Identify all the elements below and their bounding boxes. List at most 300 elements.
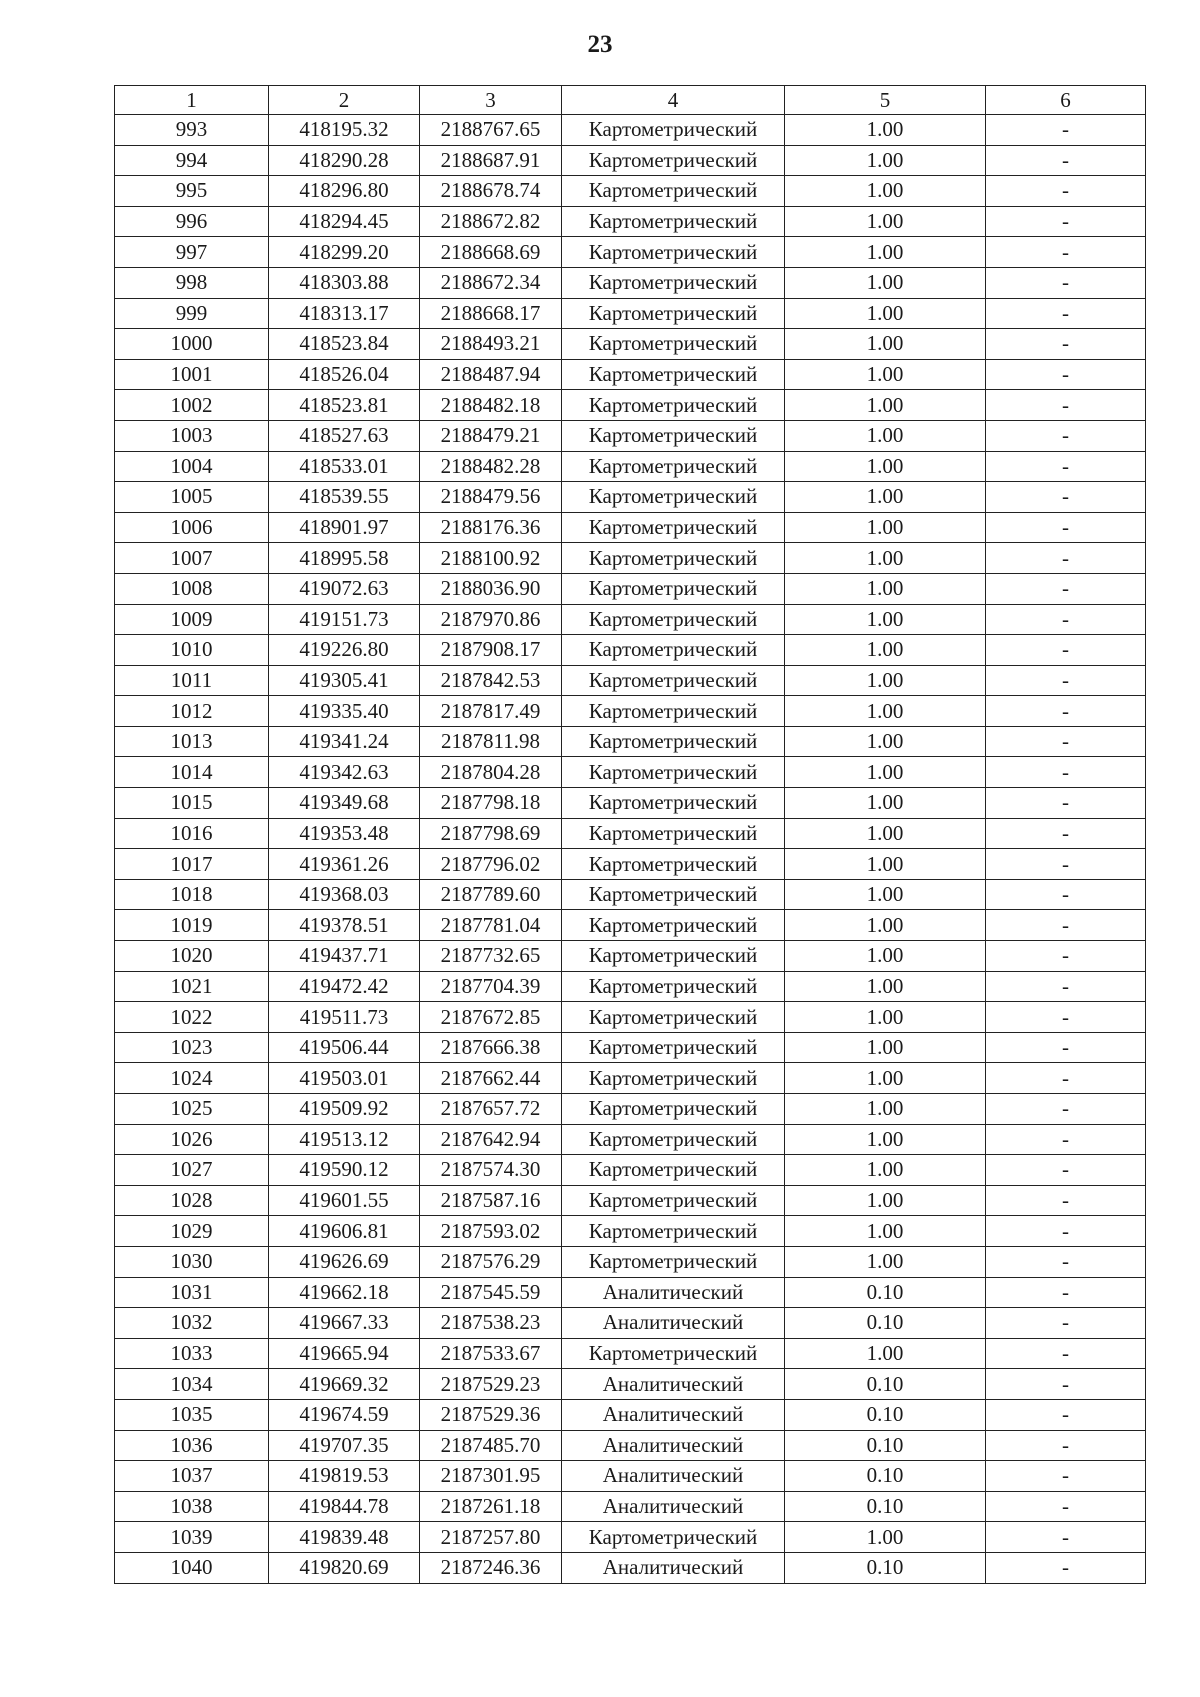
y-coordinate-cell: 2188672.34 bbox=[420, 267, 562, 298]
note-cell: - bbox=[986, 512, 1146, 543]
x-coordinate-cell: 419590.12 bbox=[269, 1155, 420, 1186]
y-coordinate-cell: 2187642.94 bbox=[420, 1124, 562, 1155]
y-coordinate-cell: 2187301.95 bbox=[420, 1461, 562, 1492]
note-cell: - bbox=[986, 788, 1146, 819]
y-coordinate-cell: 2188479.56 bbox=[420, 482, 562, 513]
table-row bbox=[115, 1124, 1146, 1155]
table-row bbox=[115, 604, 1146, 635]
note-cell: - bbox=[986, 604, 1146, 635]
y-coordinate-cell: 2188100.92 bbox=[420, 543, 562, 574]
y-coordinate-cell: 2187485.70 bbox=[420, 1430, 562, 1461]
y-coordinate-cell: 2187662.44 bbox=[420, 1063, 562, 1094]
note-cell: - bbox=[986, 145, 1146, 176]
x-coordinate-cell: 418901.97 bbox=[269, 512, 420, 543]
point-number-cell: 1012 bbox=[115, 696, 269, 727]
note-cell: - bbox=[986, 267, 1146, 298]
method-cell: Картометрический bbox=[562, 512, 785, 543]
point-number-cell: 1011 bbox=[115, 665, 269, 696]
accuracy-cell: 1.00 bbox=[785, 788, 986, 819]
note-cell: - bbox=[986, 818, 1146, 849]
method-cell: Картометрический bbox=[562, 604, 785, 635]
y-coordinate-cell: 2187657.72 bbox=[420, 1094, 562, 1125]
accuracy-cell: 1.00 bbox=[785, 1002, 986, 1033]
point-number-cell: 1002 bbox=[115, 390, 269, 421]
accuracy-cell: 1.00 bbox=[785, 941, 986, 972]
point-number-cell: 1008 bbox=[115, 573, 269, 604]
accuracy-cell: 1.00 bbox=[785, 696, 986, 727]
method-cell: Картометрический bbox=[562, 1094, 785, 1125]
x-coordinate-cell: 419665.94 bbox=[269, 1338, 420, 1369]
y-coordinate-cell: 2187257.80 bbox=[420, 1522, 562, 1553]
table-row bbox=[115, 298, 1146, 329]
accuracy-cell: 0.10 bbox=[785, 1552, 986, 1583]
y-coordinate-cell: 2187672.85 bbox=[420, 1002, 562, 1033]
accuracy-cell: 0.10 bbox=[785, 1461, 986, 1492]
accuracy-cell: 1.00 bbox=[785, 1522, 986, 1553]
accuracy-cell: 1.00 bbox=[785, 726, 986, 757]
note-cell: - bbox=[986, 971, 1146, 1002]
x-coordinate-cell: 419506.44 bbox=[269, 1032, 420, 1063]
method-cell: Картометрический bbox=[562, 298, 785, 329]
method-cell: Картометрический bbox=[562, 206, 785, 237]
table-row bbox=[115, 1552, 1146, 1583]
method-cell: Картометрический bbox=[562, 573, 785, 604]
x-coordinate-cell: 419305.41 bbox=[269, 665, 420, 696]
point-number-cell: 993 bbox=[115, 115, 269, 146]
method-cell: Картометрический bbox=[562, 145, 785, 176]
point-number-cell: 1017 bbox=[115, 849, 269, 880]
accuracy-cell: 1.00 bbox=[785, 1155, 986, 1186]
x-coordinate-cell: 419341.24 bbox=[269, 726, 420, 757]
accuracy-cell: 1.00 bbox=[785, 971, 986, 1002]
table-row bbox=[115, 420, 1146, 451]
point-number-cell: 1039 bbox=[115, 1522, 269, 1553]
point-number-cell: 1038 bbox=[115, 1491, 269, 1522]
x-coordinate-cell: 419509.92 bbox=[269, 1094, 420, 1125]
accuracy-cell: 1.00 bbox=[785, 1216, 986, 1247]
method-cell: Картометрический bbox=[562, 665, 785, 696]
x-coordinate-cell: 419437.71 bbox=[269, 941, 420, 972]
accuracy-cell: 1.00 bbox=[785, 115, 986, 146]
accuracy-cell: 1.00 bbox=[785, 482, 986, 513]
y-coordinate-cell: 2187804.28 bbox=[420, 757, 562, 788]
y-coordinate-cell: 2187246.36 bbox=[420, 1552, 562, 1583]
column-header: 4 bbox=[562, 86, 785, 115]
note-cell: - bbox=[986, 1338, 1146, 1369]
accuracy-cell: 1.00 bbox=[785, 849, 986, 880]
y-coordinate-cell: 2187908.17 bbox=[420, 635, 562, 666]
y-coordinate-cell: 2187587.16 bbox=[420, 1185, 562, 1216]
y-coordinate-cell: 2188678.74 bbox=[420, 176, 562, 207]
table-row bbox=[115, 1369, 1146, 1400]
table-row bbox=[115, 329, 1146, 360]
point-number-cell: 996 bbox=[115, 206, 269, 237]
method-cell: Аналитический bbox=[562, 1552, 785, 1583]
method-cell: Картометрический bbox=[562, 115, 785, 146]
method-cell: Картометрический bbox=[562, 879, 785, 910]
x-coordinate-cell: 419667.33 bbox=[269, 1308, 420, 1339]
point-number-cell: 1023 bbox=[115, 1032, 269, 1063]
table-row bbox=[115, 573, 1146, 604]
accuracy-cell: 0.10 bbox=[785, 1369, 986, 1400]
point-number-cell: 1034 bbox=[115, 1369, 269, 1400]
x-coordinate-cell: 418313.17 bbox=[269, 298, 420, 329]
x-coordinate-cell: 418523.81 bbox=[269, 390, 420, 421]
point-number-cell: 1001 bbox=[115, 359, 269, 390]
method-cell: Картометрический bbox=[562, 726, 785, 757]
method-cell: Картометрический bbox=[562, 1002, 785, 1033]
y-coordinate-cell: 2187781.04 bbox=[420, 910, 562, 941]
method-cell: Аналитический bbox=[562, 1461, 785, 1492]
table-row bbox=[115, 1430, 1146, 1461]
accuracy-cell: 1.00 bbox=[785, 1124, 986, 1155]
table-row bbox=[115, 1461, 1146, 1492]
point-number-cell: 1028 bbox=[115, 1185, 269, 1216]
method-cell: Картометрический bbox=[562, 788, 785, 819]
table-row bbox=[115, 1246, 1146, 1277]
method-cell: Картометрический bbox=[562, 1155, 785, 1186]
accuracy-cell: 1.00 bbox=[785, 451, 986, 482]
x-coordinate-cell: 418523.84 bbox=[269, 329, 420, 360]
y-coordinate-cell: 2187704.39 bbox=[420, 971, 562, 1002]
point-number-cell: 998 bbox=[115, 267, 269, 298]
method-cell: Картометрический bbox=[562, 1216, 785, 1247]
x-coordinate-cell: 418299.20 bbox=[269, 237, 420, 268]
point-number-cell: 1040 bbox=[115, 1552, 269, 1583]
x-coordinate-cell: 419674.59 bbox=[269, 1399, 420, 1430]
accuracy-cell: 1.00 bbox=[785, 359, 986, 390]
note-cell: - bbox=[986, 420, 1146, 451]
x-coordinate-cell: 419335.40 bbox=[269, 696, 420, 727]
table-row bbox=[115, 482, 1146, 513]
table-row bbox=[115, 757, 1146, 788]
note-cell: - bbox=[986, 1216, 1146, 1247]
accuracy-cell: 1.00 bbox=[785, 910, 986, 941]
note-cell: - bbox=[986, 1032, 1146, 1063]
point-number-cell: 1013 bbox=[115, 726, 269, 757]
x-coordinate-cell: 419378.51 bbox=[269, 910, 420, 941]
point-number-cell: 1026 bbox=[115, 1124, 269, 1155]
x-coordinate-cell: 418527.63 bbox=[269, 420, 420, 451]
x-coordinate-cell: 419669.32 bbox=[269, 1369, 420, 1400]
x-coordinate-cell: 419819.53 bbox=[269, 1461, 420, 1492]
point-number-cell: 1033 bbox=[115, 1338, 269, 1369]
point-number-cell: 1019 bbox=[115, 910, 269, 941]
y-coordinate-cell: 2188687.91 bbox=[420, 145, 562, 176]
x-coordinate-cell: 419349.68 bbox=[269, 788, 420, 819]
method-cell: Аналитический bbox=[562, 1399, 785, 1430]
x-coordinate-cell: 419151.73 bbox=[269, 604, 420, 635]
table-row bbox=[115, 1094, 1146, 1125]
note-cell: - bbox=[986, 849, 1146, 880]
column-header: 6 bbox=[986, 86, 1146, 115]
y-coordinate-cell: 2187261.18 bbox=[420, 1491, 562, 1522]
x-coordinate-cell: 418195.32 bbox=[269, 115, 420, 146]
method-cell: Картометрический bbox=[562, 635, 785, 666]
y-coordinate-cell: 2187811.98 bbox=[420, 726, 562, 757]
y-coordinate-cell: 2187732.65 bbox=[420, 941, 562, 972]
x-coordinate-cell: 419342.63 bbox=[269, 757, 420, 788]
point-number-cell: 1025 bbox=[115, 1094, 269, 1125]
table-row bbox=[115, 1491, 1146, 1522]
y-coordinate-cell: 2188036.90 bbox=[420, 573, 562, 604]
table-row bbox=[115, 512, 1146, 543]
table-row bbox=[115, 267, 1146, 298]
coordinates-table bbox=[114, 85, 1146, 1584]
point-number-cell: 1022 bbox=[115, 1002, 269, 1033]
x-coordinate-cell: 419839.48 bbox=[269, 1522, 420, 1553]
note-cell: - bbox=[986, 1246, 1146, 1277]
table-row bbox=[115, 206, 1146, 237]
point-number-cell: 995 bbox=[115, 176, 269, 207]
note-cell: - bbox=[986, 451, 1146, 482]
note-cell: - bbox=[986, 390, 1146, 421]
point-number-cell: 1024 bbox=[115, 1063, 269, 1094]
table-row bbox=[115, 788, 1146, 819]
note-cell: - bbox=[986, 1063, 1146, 1094]
x-coordinate-cell: 419368.03 bbox=[269, 879, 420, 910]
accuracy-cell: 1.00 bbox=[785, 1063, 986, 1094]
x-coordinate-cell: 418303.88 bbox=[269, 267, 420, 298]
note-cell: - bbox=[986, 176, 1146, 207]
x-coordinate-cell: 418294.45 bbox=[269, 206, 420, 237]
method-cell: Картометрический bbox=[562, 543, 785, 574]
column-header: 1 bbox=[115, 86, 269, 115]
table-row bbox=[115, 1522, 1146, 1553]
y-coordinate-cell: 2187798.18 bbox=[420, 788, 562, 819]
table-row bbox=[115, 971, 1146, 1002]
y-coordinate-cell: 2187533.67 bbox=[420, 1338, 562, 1369]
note-cell: - bbox=[986, 635, 1146, 666]
note-cell: - bbox=[986, 1522, 1146, 1553]
method-cell: Картометрический bbox=[562, 757, 785, 788]
table-header-row bbox=[115, 86, 1146, 115]
column-header: 2 bbox=[269, 86, 420, 115]
table-row bbox=[115, 451, 1146, 482]
method-cell: Картометрический bbox=[562, 696, 785, 727]
point-number-cell: 1014 bbox=[115, 757, 269, 788]
point-number-cell: 1018 bbox=[115, 879, 269, 910]
point-number-cell: 1010 bbox=[115, 635, 269, 666]
note-cell: - bbox=[986, 115, 1146, 146]
note-cell: - bbox=[986, 726, 1146, 757]
method-cell: Картометрический bbox=[562, 818, 785, 849]
table-row bbox=[115, 359, 1146, 390]
accuracy-cell: 1.00 bbox=[785, 237, 986, 268]
point-number-cell: 1006 bbox=[115, 512, 269, 543]
column-header: 5 bbox=[785, 86, 986, 115]
point-number-cell: 1004 bbox=[115, 451, 269, 482]
y-coordinate-cell: 2188482.28 bbox=[420, 451, 562, 482]
point-number-cell: 1016 bbox=[115, 818, 269, 849]
accuracy-cell: 1.00 bbox=[785, 176, 986, 207]
note-cell: - bbox=[986, 359, 1146, 390]
x-coordinate-cell: 419707.35 bbox=[269, 1430, 420, 1461]
point-number-cell: 1027 bbox=[115, 1155, 269, 1186]
accuracy-cell: 1.00 bbox=[785, 604, 986, 635]
method-cell: Картометрический bbox=[562, 1185, 785, 1216]
x-coordinate-cell: 418526.04 bbox=[269, 359, 420, 390]
y-coordinate-cell: 2188176.36 bbox=[420, 512, 562, 543]
note-cell: - bbox=[986, 573, 1146, 604]
table-row bbox=[115, 145, 1146, 176]
x-coordinate-cell: 419072.63 bbox=[269, 573, 420, 604]
y-coordinate-cell: 2187817.49 bbox=[420, 696, 562, 727]
method-cell: Аналитический bbox=[562, 1308, 785, 1339]
table-row bbox=[115, 879, 1146, 910]
table-row bbox=[115, 818, 1146, 849]
y-coordinate-cell: 2188482.18 bbox=[420, 390, 562, 421]
accuracy-cell: 1.00 bbox=[785, 879, 986, 910]
table-header bbox=[115, 86, 1146, 115]
table-row bbox=[115, 1155, 1146, 1186]
x-coordinate-cell: 419662.18 bbox=[269, 1277, 420, 1308]
table-row bbox=[115, 1063, 1146, 1094]
method-cell: Картометрический bbox=[562, 359, 785, 390]
point-number-cell: 1037 bbox=[115, 1461, 269, 1492]
note-cell: - bbox=[986, 1002, 1146, 1033]
x-coordinate-cell: 418539.55 bbox=[269, 482, 420, 513]
y-coordinate-cell: 2188487.94 bbox=[420, 359, 562, 390]
y-coordinate-cell: 2188767.65 bbox=[420, 115, 562, 146]
y-coordinate-cell: 2187529.36 bbox=[420, 1399, 562, 1430]
point-number-cell: 997 bbox=[115, 237, 269, 268]
method-cell: Картометрический bbox=[562, 176, 785, 207]
accuracy-cell: 1.00 bbox=[785, 145, 986, 176]
note-cell: - bbox=[986, 298, 1146, 329]
method-cell: Аналитический bbox=[562, 1491, 785, 1522]
note-cell: - bbox=[986, 1552, 1146, 1583]
y-coordinate-cell: 2187789.60 bbox=[420, 879, 562, 910]
table-row bbox=[115, 115, 1146, 146]
accuracy-cell: 1.00 bbox=[785, 573, 986, 604]
method-cell: Картометрический bbox=[562, 267, 785, 298]
y-coordinate-cell: 2187529.23 bbox=[420, 1369, 562, 1400]
x-coordinate-cell: 418290.28 bbox=[269, 145, 420, 176]
table-row bbox=[115, 1308, 1146, 1339]
accuracy-cell: 1.00 bbox=[785, 390, 986, 421]
method-cell: Картометрический bbox=[562, 390, 785, 421]
x-coordinate-cell: 418296.80 bbox=[269, 176, 420, 207]
column-header: 3 bbox=[420, 86, 562, 115]
table-row bbox=[115, 1002, 1146, 1033]
accuracy-cell: 1.00 bbox=[785, 635, 986, 666]
table-row bbox=[115, 390, 1146, 421]
accuracy-cell: 1.00 bbox=[785, 1246, 986, 1277]
accuracy-cell: 1.00 bbox=[785, 1032, 986, 1063]
y-coordinate-cell: 2188672.82 bbox=[420, 206, 562, 237]
note-cell: - bbox=[986, 1430, 1146, 1461]
note-cell: - bbox=[986, 1399, 1146, 1430]
note-cell: - bbox=[986, 1461, 1146, 1492]
method-cell: Картометрический bbox=[562, 941, 785, 972]
x-coordinate-cell: 419606.81 bbox=[269, 1216, 420, 1247]
accuracy-cell: 1.00 bbox=[785, 206, 986, 237]
method-cell: Картометрический bbox=[562, 1522, 785, 1553]
point-number-cell: 1007 bbox=[115, 543, 269, 574]
table-row bbox=[115, 543, 1146, 574]
y-coordinate-cell: 2188479.21 bbox=[420, 420, 562, 451]
method-cell: Картометрический bbox=[562, 420, 785, 451]
table-row bbox=[115, 1185, 1146, 1216]
note-cell: - bbox=[986, 543, 1146, 574]
method-cell: Картометрический bbox=[562, 1063, 785, 1094]
point-number-cell: 1015 bbox=[115, 788, 269, 819]
accuracy-cell: 1.00 bbox=[785, 298, 986, 329]
note-cell: - bbox=[986, 237, 1146, 268]
x-coordinate-cell: 419503.01 bbox=[269, 1063, 420, 1094]
accuracy-cell: 1.00 bbox=[785, 267, 986, 298]
x-coordinate-cell: 419472.42 bbox=[269, 971, 420, 1002]
note-cell: - bbox=[986, 665, 1146, 696]
note-cell: - bbox=[986, 696, 1146, 727]
method-cell: Картометрический bbox=[562, 1032, 785, 1063]
x-coordinate-cell: 419601.55 bbox=[269, 1185, 420, 1216]
y-coordinate-cell: 2188668.69 bbox=[420, 237, 562, 268]
accuracy-cell: 0.10 bbox=[785, 1277, 986, 1308]
point-number-cell: 1029 bbox=[115, 1216, 269, 1247]
accuracy-cell: 1.00 bbox=[785, 512, 986, 543]
note-cell: - bbox=[986, 1277, 1146, 1308]
method-cell: Картометрический bbox=[562, 849, 785, 880]
y-coordinate-cell: 2187593.02 bbox=[420, 1216, 562, 1247]
table-row bbox=[115, 941, 1146, 972]
accuracy-cell: 1.00 bbox=[785, 665, 986, 696]
page-number: 23 bbox=[587, 31, 613, 58]
accuracy-cell: 1.00 bbox=[785, 1185, 986, 1216]
method-cell: Картометрический bbox=[562, 1338, 785, 1369]
y-coordinate-cell: 2187576.29 bbox=[420, 1246, 562, 1277]
point-number-cell: 1005 bbox=[115, 482, 269, 513]
x-coordinate-cell: 418995.58 bbox=[269, 543, 420, 574]
point-number-cell: 994 bbox=[115, 145, 269, 176]
accuracy-cell: 1.00 bbox=[785, 1338, 986, 1369]
point-number-cell: 1003 bbox=[115, 420, 269, 451]
x-coordinate-cell: 418533.01 bbox=[269, 451, 420, 482]
accuracy-cell: 1.00 bbox=[785, 543, 986, 574]
note-cell: - bbox=[986, 1308, 1146, 1339]
point-number-cell: 999 bbox=[115, 298, 269, 329]
y-coordinate-cell: 2187666.38 bbox=[420, 1032, 562, 1063]
accuracy-cell: 0.10 bbox=[785, 1399, 986, 1430]
y-coordinate-cell: 2187798.69 bbox=[420, 818, 562, 849]
x-coordinate-cell: 419513.12 bbox=[269, 1124, 420, 1155]
y-coordinate-cell: 2187538.23 bbox=[420, 1308, 562, 1339]
method-cell: Картометрический bbox=[562, 1124, 785, 1155]
accuracy-cell: 1.00 bbox=[785, 420, 986, 451]
note-cell: - bbox=[986, 1369, 1146, 1400]
x-coordinate-cell: 419353.48 bbox=[269, 818, 420, 849]
note-cell: - bbox=[986, 941, 1146, 972]
table-row bbox=[115, 849, 1146, 880]
y-coordinate-cell: 2187574.30 bbox=[420, 1155, 562, 1186]
note-cell: - bbox=[986, 482, 1146, 513]
table-row bbox=[115, 665, 1146, 696]
method-cell: Картометрический bbox=[562, 451, 785, 482]
point-number-cell: 1020 bbox=[115, 941, 269, 972]
method-cell: Картометрический bbox=[562, 329, 785, 360]
point-number-cell: 1021 bbox=[115, 971, 269, 1002]
table-row bbox=[115, 237, 1146, 268]
note-cell: - bbox=[986, 206, 1146, 237]
y-coordinate-cell: 2187970.86 bbox=[420, 604, 562, 635]
x-coordinate-cell: 419511.73 bbox=[269, 1002, 420, 1033]
accuracy-cell: 0.10 bbox=[785, 1430, 986, 1461]
table-row bbox=[115, 696, 1146, 727]
table-row bbox=[115, 635, 1146, 666]
method-cell: Аналитический bbox=[562, 1277, 785, 1308]
accuracy-cell: 1.00 bbox=[785, 1094, 986, 1125]
